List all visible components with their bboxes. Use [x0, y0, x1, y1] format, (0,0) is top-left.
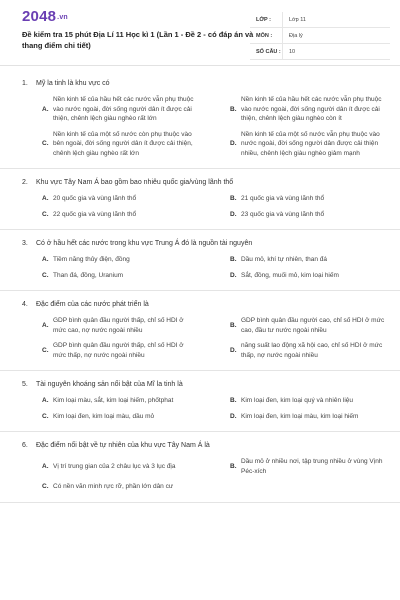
option-a[interactable] — [22, 194, 198, 204]
option-text: GDP bình quân đầu người thấp, chỉ số HDI ở mức thấp, nợ nước ngoài nhiều — [53, 342, 184, 359]
option-text: Kim loại đen, kim loại màu, dầu mỏ — [53, 412, 155, 420]
option-b[interactable] — [210, 316, 386, 335]
option-text: Kim loại màu, sắt, kim loại hiếm, phốtphat — [53, 397, 174, 404]
option-label: A. — [42, 105, 49, 113]
meta-row-question-count — [250, 44, 390, 60]
option-a[interactable] — [22, 316, 198, 335]
option-label: C. — [42, 210, 49, 218]
option-label: D. — [230, 346, 237, 354]
option-d[interactable] — [210, 341, 386, 360]
meta-key: SỐ CÂU : — [256, 48, 281, 55]
question-text: Đặc điểm của các nước phát triển là — [36, 301, 149, 308]
option-label: B. — [230, 397, 237, 404]
option-label: A. — [42, 256, 49, 263]
site-logo[interactable] — [22, 8, 68, 25]
option-label: B. — [230, 321, 237, 329]
option-text: 20 quốc gia và vùng lãnh thổ — [53, 195, 137, 202]
option-a[interactable] — [22, 457, 198, 476]
option-b[interactable] — [210, 255, 386, 265]
option-label: C. — [42, 483, 49, 490]
question-number: 3. — [22, 240, 28, 247]
option-d[interactable] — [210, 412, 386, 422]
option-text: Kim loại đen, kim loại quý và nhiên liệu — [241, 397, 354, 404]
option-text: GDP bình quân đầu người thấp, chỉ số HDI ở mức cao, nợ nước ngoài nhiều — [53, 317, 184, 334]
option-c[interactable] — [22, 271, 198, 281]
logo-text: 2048 — [22, 8, 57, 25]
option-a[interactable] — [22, 255, 198, 265]
option-text: Nền kinh tế của hầu hết các nước vẫn phụ thuộc vào nước ngoài, đời sống người dân ít được cải thiện, chênh lệch giàu nghèo còn ít — [241, 96, 382, 122]
option-label: A. — [42, 397, 49, 404]
option-b[interactable] — [210, 457, 386, 476]
option-label: A. — [42, 321, 49, 329]
question-4 — [0, 291, 400, 371]
option-label: D. — [230, 210, 237, 218]
option-label: B. — [230, 195, 237, 202]
option-text: Dầu mỏ ở nhiều nơi, tập trung nhiều ở vùng Vịnh Péc-xích — [241, 458, 383, 475]
option-label: C. — [42, 271, 49, 279]
option-text: Có nền văn minh rực rỡ, phần lớn dân cư — [53, 483, 174, 490]
option-text: Nền kinh tế của hầu hết các nước vẫn phụ thuộc vào nước ngoài, đời sống người dân ít được cải thiện, chênh lệch giàu nghèo rất lớn — [53, 96, 194, 122]
option-c[interactable] — [22, 412, 198, 422]
option-c[interactable] — [22, 482, 198, 492]
question-5 — [0, 371, 400, 432]
meta-info-table — [250, 12, 390, 60]
option-c[interactable] — [22, 341, 198, 360]
option-text: Nền kinh tế của một số nước còn phụ thuộc vào bên ngoài, đời sống người dân ít được cải thiện, chênh lệch giàu nghèo rất lớn — [53, 130, 193, 157]
question-2 — [0, 169, 400, 230]
question-text: Mỹ la tinh là khu vực có — [36, 80, 110, 87]
option-label: A. — [42, 195, 49, 202]
option-b[interactable] — [210, 95, 386, 124]
meta-value: 10 — [282, 44, 295, 59]
question-text: Có ở hầu hết các nước trong khu vực Trung Á đó là nguồn tài nguyên — [36, 240, 253, 247]
question-number: 1. — [22, 80, 28, 87]
meta-row-class — [250, 12, 390, 28]
option-label: C. — [42, 346, 49, 354]
question-number: 6. — [22, 442, 28, 449]
option-label: A. — [42, 462, 49, 470]
question-text: Đặc điểm nổi bật về tự nhiên của khu vực Tây Nam Á là — [36, 442, 210, 449]
option-text: Tiềm năng thủy điện, đồng — [53, 256, 130, 263]
option-a[interactable] — [22, 95, 198, 124]
option-text: Nền kinh tế của một số nước vẫn phụ thuộc vào nước ngoài, đời sống người dân được cải thiện nhiều, chênh lệch giàu nghèo giảm mạnh — [241, 130, 380, 157]
option-label: B. — [230, 462, 237, 470]
question-number: 4. — [22, 301, 28, 308]
question-number: 5. — [22, 381, 28, 388]
option-d[interactable] — [210, 210, 386, 220]
question-6 — [0, 432, 400, 503]
option-text: Than đá, đồng, Uranium — [53, 271, 124, 279]
question-number: 2. — [22, 179, 28, 186]
option-label: C. — [42, 140, 49, 147]
meta-value: Địa lý — [282, 28, 303, 43]
question-3 — [0, 230, 400, 291]
option-b[interactable] — [210, 396, 386, 406]
question-1 — [0, 70, 400, 169]
option-text: 22 quốc gia và vùng lãnh thổ — [53, 210, 137, 218]
option-label: D. — [230, 140, 237, 147]
option-c[interactable] — [22, 130, 198, 159]
option-c[interactable] — [22, 210, 198, 220]
question-text: Khu vực Tây Nam Á bao gồm bao nhiêu quốc gia/vùng lãnh thổ — [36, 179, 234, 186]
option-text: Kim loại đen, kim loại màu, kim loại hiếm — [241, 412, 359, 420]
option-text: 21 quốc gia và vùng lãnh thổ — [241, 195, 325, 202]
option-label: B. — [230, 256, 237, 263]
meta-key: LỚP : — [256, 16, 271, 23]
option-text: năng suất lao động xã hội cao, chỉ số HDI ở mức thấp, nợ nước ngoài nhiều — [241, 342, 383, 359]
option-label: D. — [230, 271, 237, 279]
meta-value: Lớp 11 — [282, 12, 306, 27]
page-title: Đề kiểm tra 15 phút Địa Lí 11 Học kì 1 (Lần 1 - Đề 2 - có đáp án và thang điểm chi tiết) — [22, 30, 254, 50]
logo-suffix: .vn — [57, 13, 68, 21]
option-label: C. — [42, 412, 49, 420]
option-b[interactable] — [210, 194, 386, 204]
meta-key: MÔN : — [256, 32, 273, 39]
document-header — [0, 0, 400, 66]
option-label: D. — [230, 412, 237, 420]
option-text: GDP bình quân đầu người cao, chỉ số HDI ở mức cao, đầu tư nước ngoài nhiều — [241, 317, 385, 334]
option-a[interactable] — [22, 396, 198, 406]
option-text: Vị trí trung gian của 2 châu lục và 3 lục địa — [53, 462, 176, 470]
question-text: Tài nguyên khoáng sản nổi bật của Mĩ la tinh là — [36, 381, 183, 388]
question-list — [0, 70, 400, 503]
option-d[interactable] — [210, 271, 386, 281]
option-text: 23 quốc gia và vùng lãnh thổ — [241, 210, 325, 218]
option-text: Sắt, đồng, muối mỏ, kim loại hiếm — [241, 271, 339, 279]
meta-row-subject — [250, 28, 390, 44]
option-d[interactable] — [210, 130, 386, 159]
option-text: Dầu mỏ, khí tự nhiên, than đá — [241, 256, 328, 263]
option-label: B. — [230, 105, 237, 113]
